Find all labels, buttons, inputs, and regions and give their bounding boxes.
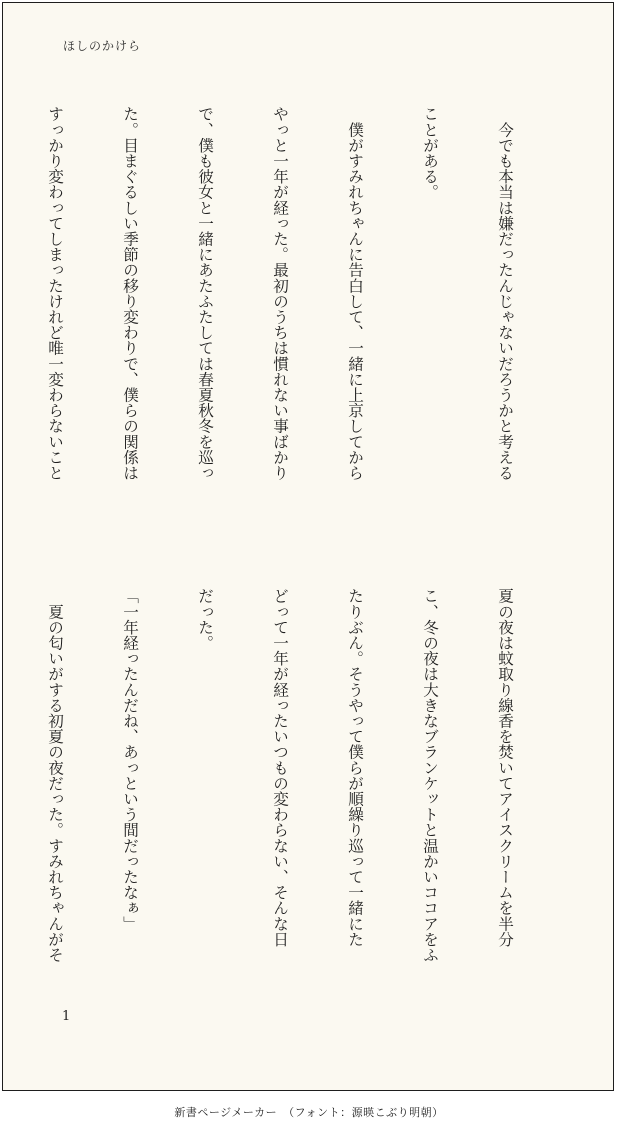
text-column: 夏の匂いがする初夏の夜だった。すみれちゃんがそ <box>46 588 64 963</box>
running-title: ほしのかけら <box>63 39 142 53</box>
text-column: ことがある。 <box>421 106 439 200</box>
footer-credit: 新書ページメーカー （フォント：源暎こぶり明朝） <box>174 1106 444 1119</box>
text-column: たりぶん。そうやって僕らが順繰り巡って一緒にた <box>346 588 364 947</box>
text-column: やっと一年が経った。最初のうちは慣れない事ばかり <box>271 106 289 481</box>
text-column: た。目まぐるしい季節の移り変わりで、僕らの関係は <box>121 106 139 481</box>
upper-text-block <box>0 106 567 526</box>
lower-text-block <box>0 588 567 1008</box>
text-column: 「一年経ったんだね、あっという間だったなぁ」 <box>121 588 139 932</box>
text-column: で、僕も彼女と一緒にあたふたしては春夏秋冬を巡っ <box>196 106 214 481</box>
page-number: 1 <box>62 1009 71 1024</box>
text-column: 今でも本当は嫌だったんじゃないだろうかと考える <box>496 106 514 481</box>
text-column: 僕がすみれちゃんに告白して、一緒に上京してから <box>346 106 364 481</box>
text-column: 夏の夜は蚊取り線香を焚いてアイスクリームを半分 <box>496 588 514 947</box>
text-column: こ、冬の夜は大きなブランケットと温かいココアをふ <box>421 588 439 963</box>
text-column: どって一年が経ったいつもの変わらない、そんな日 <box>271 588 289 947</box>
manuscript-page <box>2 2 614 1091</box>
text-column: だった。 <box>196 588 214 651</box>
text-column: すっかり変わってしまったけれど唯一変わらないこと <box>46 106 64 481</box>
